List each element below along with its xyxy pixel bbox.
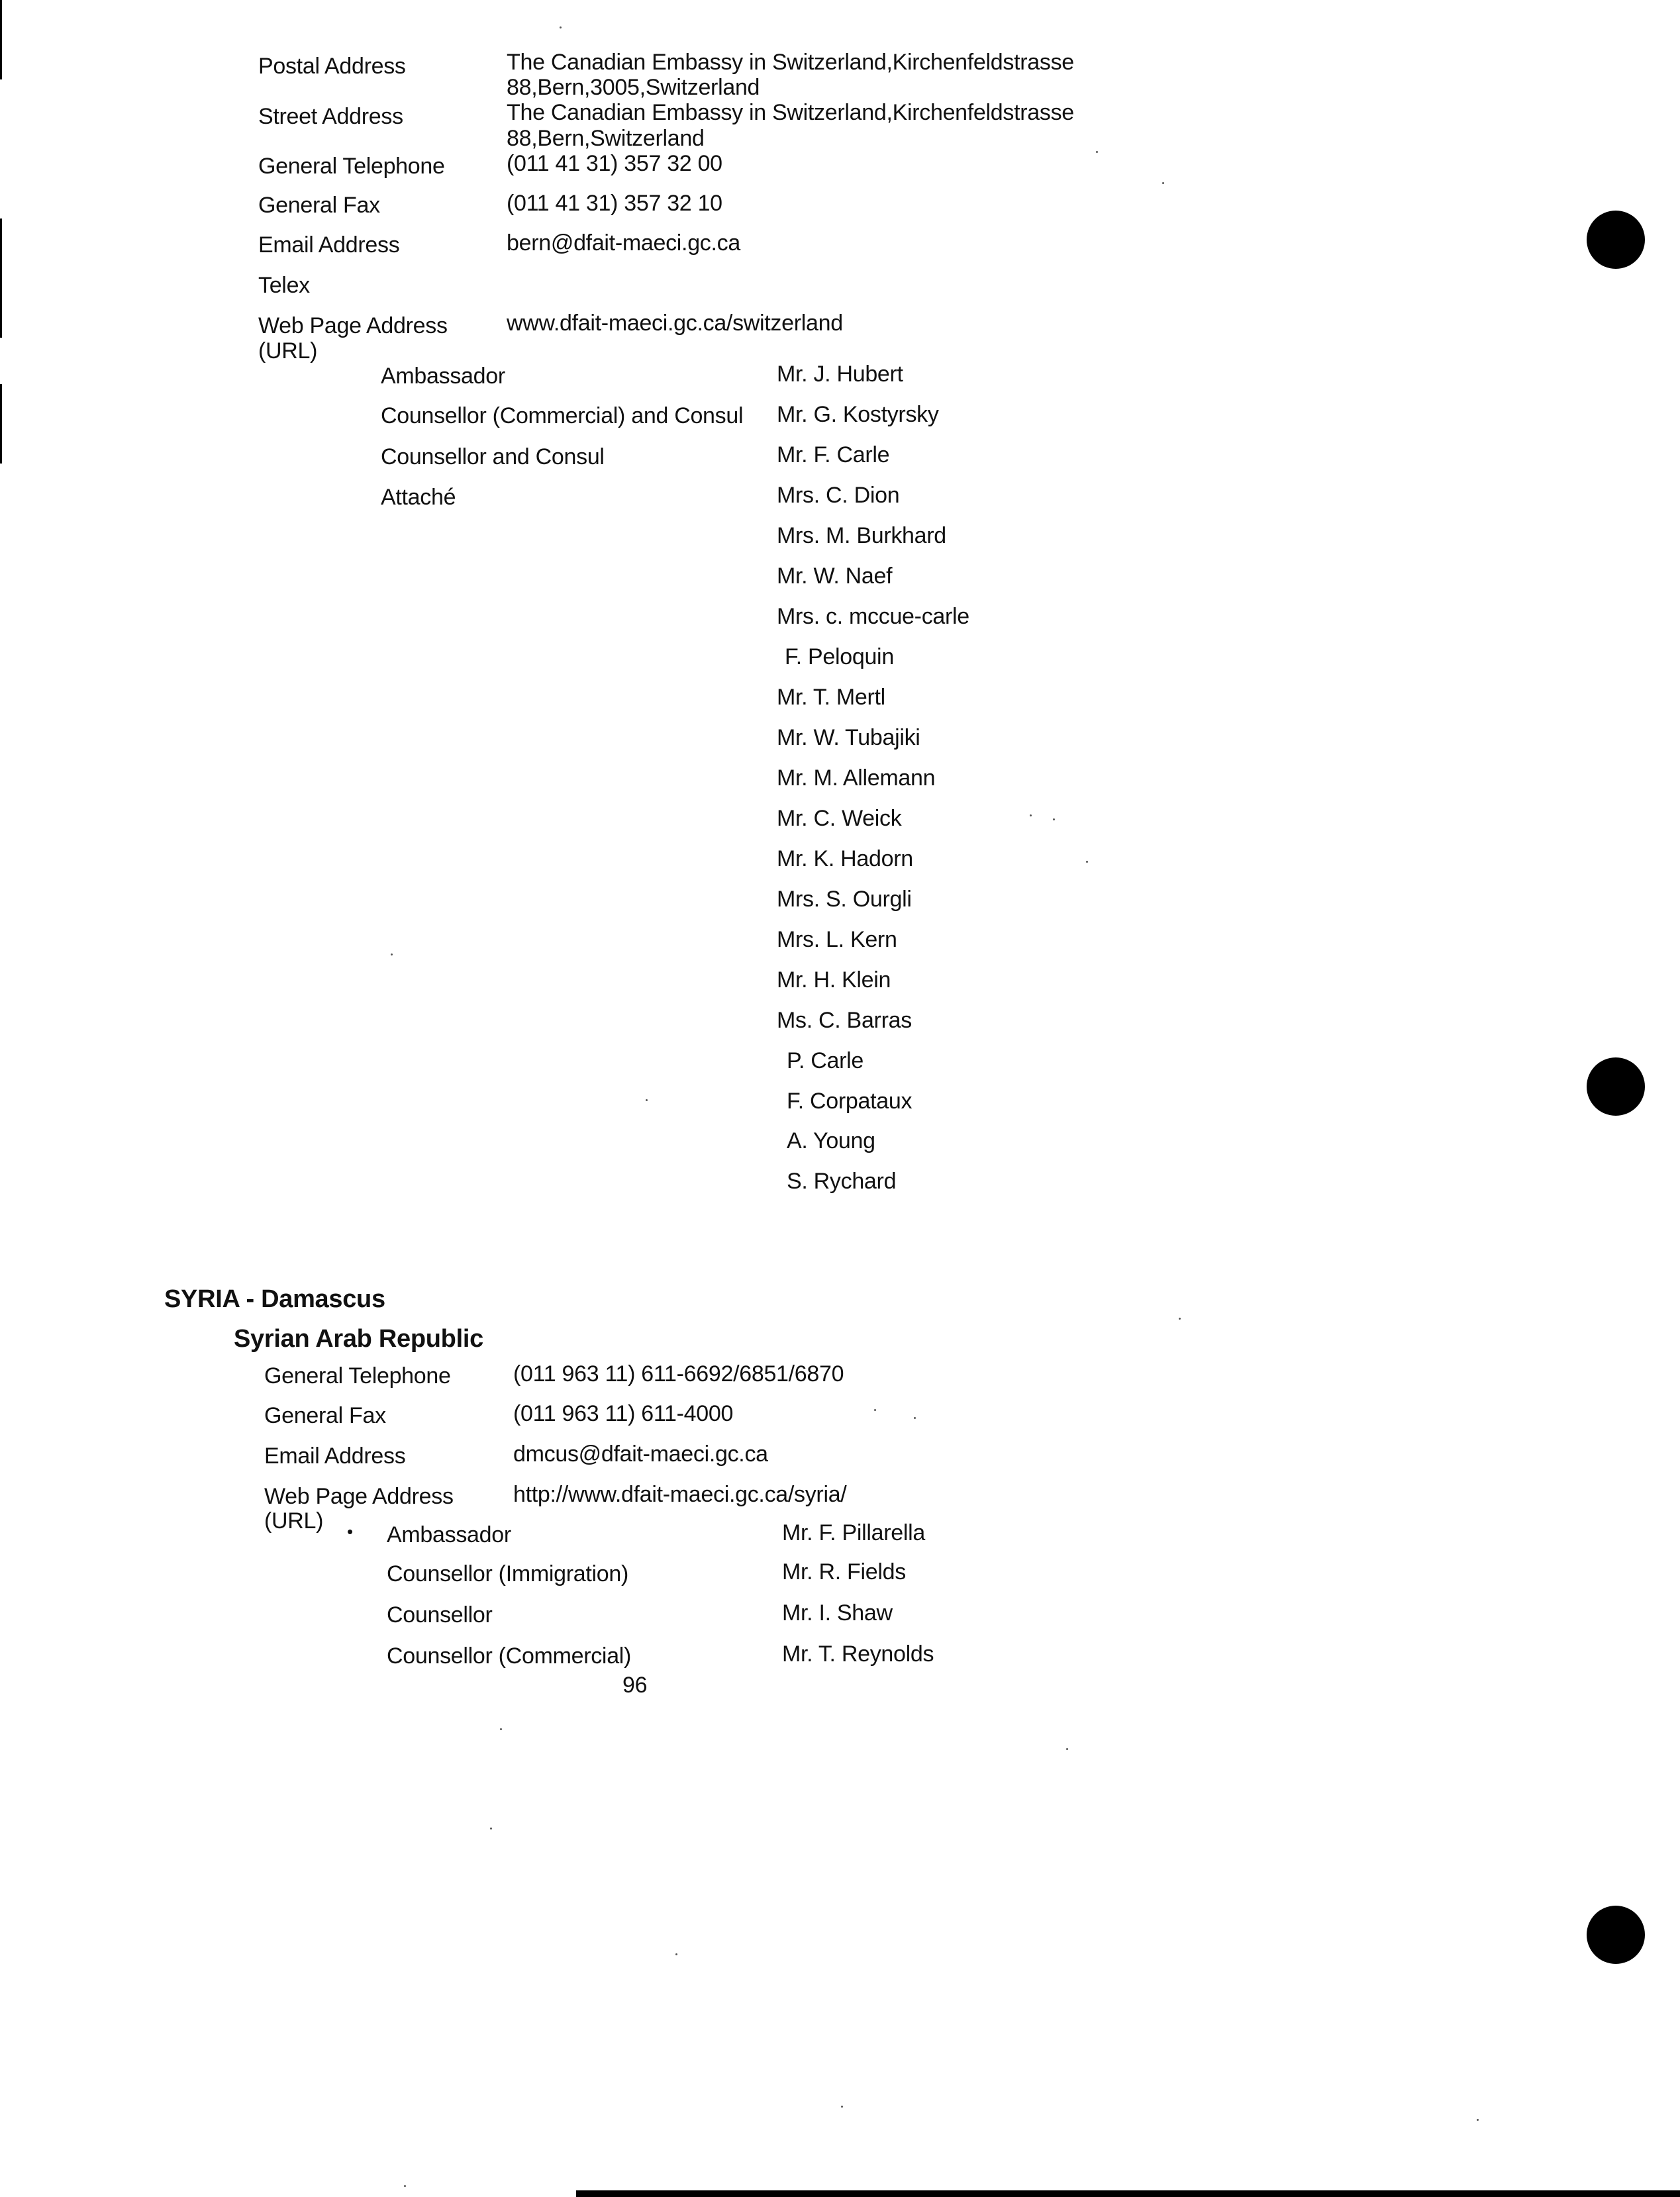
syria-web-label: Web Page Address <box>264 1484 454 1509</box>
syria-email-label: Email Address <box>264 1443 406 1469</box>
scan-speck <box>560 26 562 28</box>
fax-label: General Fax <box>258 193 380 218</box>
staff-name: S. Rychard <box>787 1169 897 1194</box>
staff-name: Mr. T. Mertl <box>777 685 885 710</box>
postal-address-line-2: 88,Bern,3005,Switzerland <box>507 75 760 100</box>
web-address-label-url: (URL) <box>258 338 318 364</box>
syria-subheading: Syrian Arab Republic <box>234 1325 483 1353</box>
scan-speck <box>404 2185 406 2187</box>
staff-name: Mr. H. Klein <box>777 967 891 993</box>
staff-name: Mr. W. Naef <box>777 563 893 589</box>
fax-value: (011 41 31) 357 32 10 <box>507 191 722 216</box>
staff-role: Counsellor (Commercial) and Consul <box>381 403 744 428</box>
staff-name: Mr. K. Hadorn <box>777 846 913 871</box>
syria-staff-role: Counsellor <box>387 1602 493 1628</box>
scan-speck <box>1086 861 1088 863</box>
staff-name: Mrs. S. Ourgli <box>777 887 912 912</box>
scan-speck <box>874 1409 876 1411</box>
staff-name: A. Young <box>787 1128 875 1153</box>
scan-edge-mark <box>0 0 2 79</box>
syria-staff-name: Mr. T. Reynolds <box>782 1641 934 1667</box>
staff-name: Mrs. C. Dion <box>777 483 900 508</box>
staff-name: Mr. F. Carle <box>777 442 890 467</box>
telex-label: Telex <box>258 273 310 298</box>
scan-speck <box>675 1953 677 1955</box>
syria-staff-name: Mr. R. Fields <box>782 1559 906 1585</box>
syria-telephone-value: (011 963 11) 611-6692/6851/6870 <box>513 1361 844 1387</box>
scan-speck <box>914 1417 916 1419</box>
web-address-label: Web Page Address <box>258 313 448 338</box>
staff-name: Mrs. M. Burkhard <box>777 523 946 548</box>
syria-web-label-url: (URL) <box>264 1508 324 1534</box>
staff-name: Mr. C. Weick <box>777 806 902 831</box>
scan-speck <box>1179 1318 1181 1320</box>
staff-name: P. Carle <box>787 1048 864 1073</box>
web-address-value: www.dfait-maeci.gc.ca/switzerland <box>507 311 843 336</box>
syria-fax-value: (011 963 11) 611-4000 <box>513 1401 734 1426</box>
scan-speck <box>391 953 393 955</box>
syria-fax-label: General Fax <box>264 1403 386 1428</box>
staff-name: Mr. G. Kostyrsky <box>777 402 939 427</box>
punch-hole <box>1587 1057 1645 1116</box>
scan-speck <box>1162 182 1164 184</box>
staff-name: Mrs. L. Kern <box>777 927 897 952</box>
bullet-mark: • <box>347 1522 354 1541</box>
syria-email-value: dmcus@dfait-maeci.gc.ca <box>513 1441 768 1467</box>
staff-name: F. Corpataux <box>787 1089 913 1114</box>
syria-staff-role: Counsellor (Commercial) <box>387 1643 632 1669</box>
syria-web-value: http://www.dfait-maeci.gc.ca/syria/ <box>513 1482 847 1507</box>
telephone-value: (011 41 31) 357 32 00 <box>507 151 722 176</box>
postal-address-label: Postal Address <box>258 54 406 79</box>
scan-speck <box>1053 818 1055 820</box>
syria-telephone-label: General Telephone <box>264 1363 451 1389</box>
punch-hole <box>1587 211 1645 269</box>
scan-speck <box>500 1728 502 1730</box>
syria-staff-role: Counsellor (Immigration) <box>387 1561 629 1587</box>
page-number: 96 <box>622 1673 648 1698</box>
syria-staff-name: Mr. F. Pillarella <box>782 1520 925 1545</box>
scan-speck <box>1477 2119 1479 2121</box>
syria-heading: SYRIA - Damascus <box>164 1285 385 1313</box>
scan-speck <box>490 1828 492 1830</box>
telephone-label: General Telephone <box>258 154 445 179</box>
staff-role: Ambassador <box>381 364 505 389</box>
street-address-line-1: The Canadian Embassy in Switzerland,Kirchenfeldstrasse <box>507 100 1074 125</box>
scan-speck <box>1096 151 1098 153</box>
staff-name: Mr. M. Allemann <box>777 765 936 791</box>
staff-name: Ms. C. Barras <box>777 1008 912 1033</box>
scan-edge-mark <box>0 219 2 338</box>
staff-name: Mr. W. Tubajiki <box>777 725 920 750</box>
bottom-edge-rule <box>576 2190 1680 2197</box>
postal-address-line-1: The Canadian Embassy in Switzerland,Kirchenfeldstrasse <box>507 50 1074 75</box>
scan-speck <box>841 2106 843 2108</box>
scan-speck <box>1030 814 1032 816</box>
syria-staff-role: Ambassador <box>387 1522 511 1547</box>
staff-role: Attaché <box>381 485 456 510</box>
scan-edge-mark <box>0 384 2 464</box>
scan-speck <box>1066 1748 1068 1750</box>
scan-speck <box>646 1099 648 1101</box>
punch-hole <box>1587 1906 1645 1964</box>
staff-name: F. Peloquin <box>785 644 894 669</box>
street-address-label: Street Address <box>258 104 403 129</box>
email-label: Email Address <box>258 232 400 258</box>
staff-role: Counsellor and Consul <box>381 444 605 469</box>
staff-name: Mr. J. Hubert <box>777 362 903 387</box>
email-value: bern@dfait-maeci.gc.ca <box>507 230 740 256</box>
syria-staff-name: Mr. I. Shaw <box>782 1600 893 1626</box>
street-address-line-2: 88,Bern,Switzerland <box>507 126 705 151</box>
staff-name: Mrs. c. mccue-carle <box>777 604 969 629</box>
